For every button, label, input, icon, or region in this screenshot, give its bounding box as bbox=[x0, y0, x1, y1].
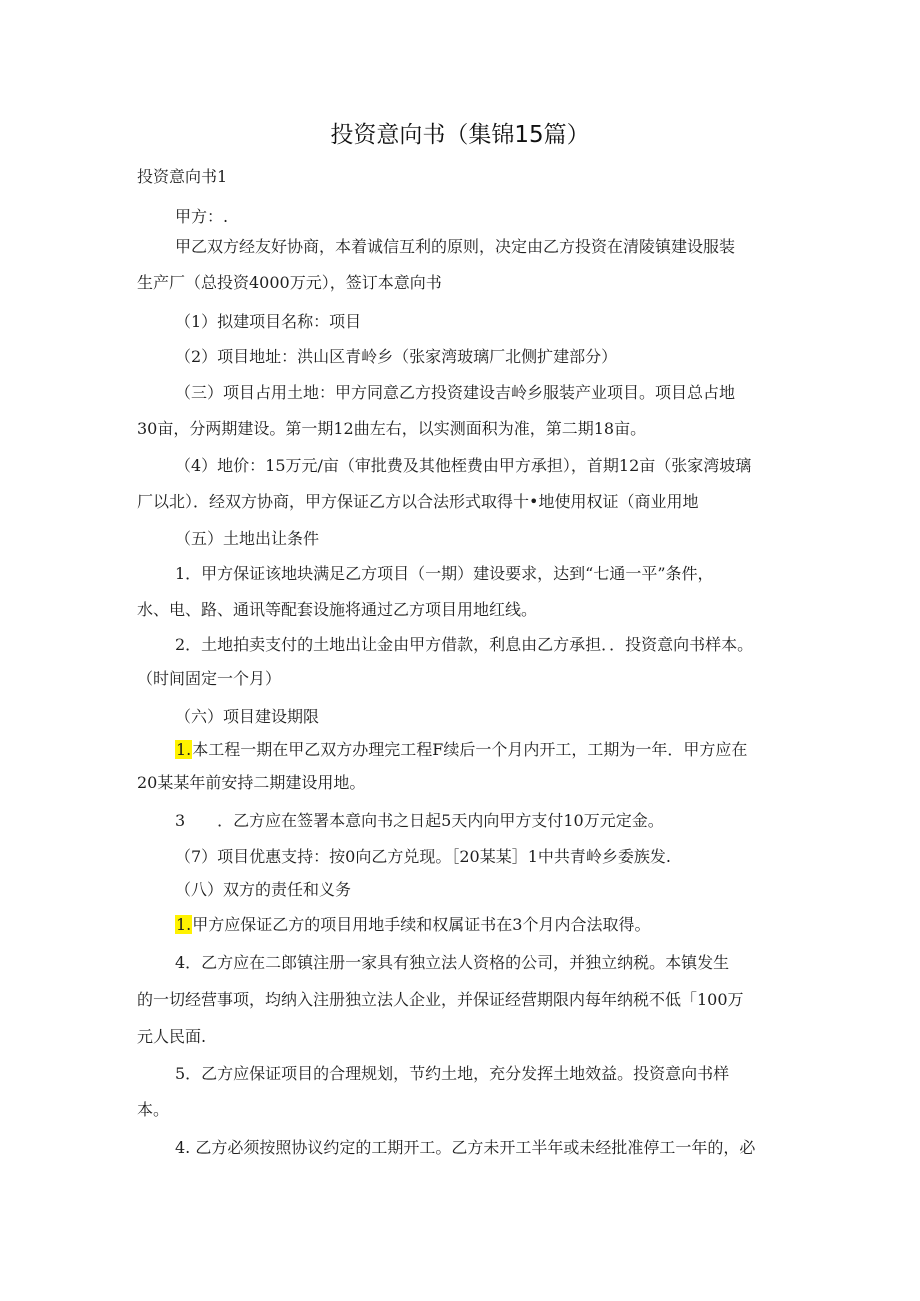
paragraph-line bbox=[175, 739, 747, 761]
paragraph-line: 的一切经营事项，均纳入注册独立法人企业，并保证经营期限内每年纳税不低「100万 bbox=[137, 990, 744, 1009]
paragraph-line: （三）项目占用土地：甲方同意乙方投资建设吉岭乡服装产业项目。项目总占地 bbox=[175, 383, 736, 402]
paragraph-line: 水、电、路、通讯等配套设施将通过乙方项目用地红线。 bbox=[137, 600, 538, 619]
paragraph-line: （4）地价：15万元/亩（审批费及其他桎费由甲方承担），首期12亩（张家湾坡璃 bbox=[175, 456, 752, 475]
highlight-marker: 1. bbox=[176, 740, 192, 759]
paragraph-line: 本。 bbox=[137, 1100, 170, 1119]
paragraph-line: 2．土地拍卖支付的土地出让金由甲方借款，利息由乙方承担．．投资意向书样本。 bbox=[175, 635, 754, 654]
document-heading: 投资意向书1 bbox=[137, 167, 228, 186]
paragraph-line: （时间固定一个月） bbox=[137, 669, 282, 688]
paragraph-text: 甲方应保证乙方的项目用地手续和权属证书在3个月内合法取得。 bbox=[192, 915, 651, 934]
paragraph-line: 4. 乙方必须按照协议约定的工期开工。乙方未开工半年或未经批准停工一年的，必 bbox=[175, 1138, 756, 1157]
paragraph-line: 厂以北）．经双方协商，甲方保证乙方以合法形式取得十•地使用权证（商业用地 bbox=[137, 492, 699, 511]
party-a-line: 甲方：. bbox=[175, 207, 229, 226]
paragraph-line: 4．乙方应在二郎镇注册一家具有独立法人资格的公司，并独立纳税。本镇发生 bbox=[175, 953, 730, 972]
paragraph-line: 30亩，分两期建设。第一期12曲左右，以实测面积为准，第二期18亩。 bbox=[137, 419, 647, 438]
paragraph-line: 20某某年前安持二期建设用地。 bbox=[137, 773, 366, 792]
paragraph-line: 3 ．乙方应在签署本意向书之日起5天内向甲方支付10万元定金。 bbox=[175, 811, 664, 830]
paragraph-line: （1）拟建项目名称：项目 bbox=[175, 312, 362, 331]
paragraph-line bbox=[175, 914, 650, 936]
paragraph-line: 5．乙方应保证项目的合理规划，节约土地，充分发挥土地效益。投资意向书样 bbox=[175, 1064, 730, 1083]
paragraph-line: （八）双方的责任和义务 bbox=[175, 880, 352, 899]
paragraph-line: 元人民面. bbox=[137, 1027, 207, 1046]
paragraph-line: （五）土地出让条件 bbox=[175, 529, 320, 548]
paragraph-line: （2）项目地址：洪山区青岭乡（张家湾玻璃厂北侧扩建部分） bbox=[175, 347, 618, 366]
paragraph-line: （7）项目优惠支持：按0向乙方兑现。［20某某］1中共青岭乡委族发. bbox=[175, 847, 671, 866]
paragraph-line: 生产厂（总投资4000万元），签订本意向书 bbox=[137, 273, 442, 292]
paragraph-line: 甲乙双方经友好协商，本着诚信互利的原则，决定由乙方投资在清陵镇建设服装 bbox=[175, 237, 736, 256]
paragraph-line: 1．甲方保证该地块满足乙方项目（一期）建设要求，达到“七通一平”条件， bbox=[175, 564, 714, 583]
document-title: 投资意向书（集锦15篇） bbox=[330, 122, 590, 148]
paragraph-text: 本工程一期在甲乙双方办理完工程F续后一个月内开工，工期为一年．甲方应在 bbox=[192, 740, 748, 759]
highlight-marker: 1. bbox=[176, 915, 192, 934]
paragraph-line: （六）项目建设期限 bbox=[175, 707, 320, 726]
